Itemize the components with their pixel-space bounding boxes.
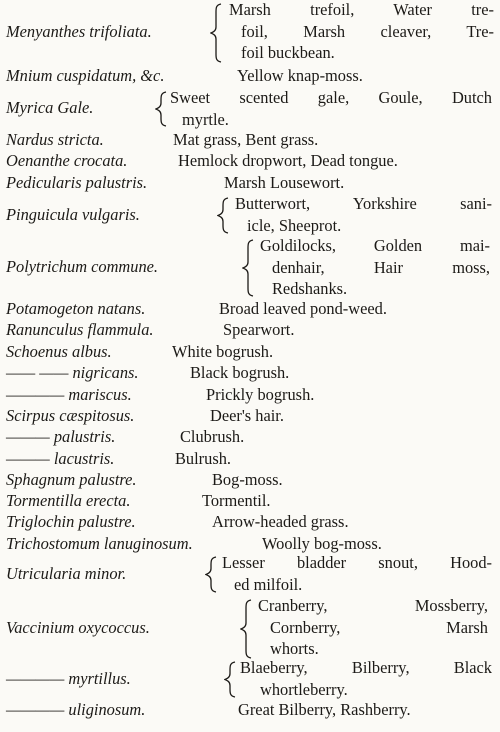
glossary-entry [0,553,500,596]
common-name-line: Cornberry, Marsh [270,617,488,637]
glossary-entry [0,406,500,428]
glossary-entry [0,299,500,321]
latin-name: Scirpus cæspitosus. [6,406,135,425]
glossary-entry [0,427,500,449]
common-name-line: Clubrush. [180,427,245,446]
glossary-entry [0,342,500,364]
glossary-entry [0,596,500,662]
glossary-entry [0,491,500,513]
common-name-line: Spearwort. [223,320,295,339]
common-name-line: Tormentil. [202,491,271,510]
common-name-line: Marsh trefoil, Water tre- [229,0,494,19]
latin-name: —— —— nigricans. [6,363,139,382]
common-name-line: ed milfoil. [234,574,303,594]
common-name-line: Butterwort, Yorkshire sani- [235,194,492,213]
common-name-line: icle, Sheeprot. [247,215,342,235]
common-name-line: Marsh Lousewort. [224,173,345,192]
latin-name: Potamogeton natans. [6,299,146,318]
curly-brace-icon [205,555,217,594]
latin-name: Trichostomum lanuginosum. [6,534,193,553]
common-name-line: foil, Marsh cleaver, Tre- [241,21,494,41]
glossary-entry [0,320,500,342]
common-name-line: Cranberry, Mossberry, [258,596,488,615]
glossary-entry [0,194,500,237]
common-name-line: Lesser bladder snout, Hood- [222,553,492,572]
common-name-line: White bogrush. [172,342,274,361]
latin-name: Triglochin palustre. [6,512,136,531]
curly-brace-icon [224,660,236,699]
common-name-line: Redshanks. [272,279,348,298]
common-name-line: Great Bilberry, Rashberry. [238,700,411,719]
glossary-entry [0,173,500,195]
curly-brace-icon [210,2,222,64]
common-name-line: Hemlock dropwort, Dead tongue. [178,151,398,170]
common-name-line: Black bogrush. [190,363,290,382]
latin-name: Ranunculus flammula. [6,320,154,339]
glossary-entry [0,151,500,173]
curly-brace-icon [240,598,252,660]
latin-name: Mnium cuspidatum, &c. [6,66,165,85]
latin-name: Myrica Gale. [6,98,94,117]
latin-name: ———— myrtillus. [6,668,131,688]
latin-name: ——— lacustris. [6,449,115,468]
common-name-line: Mat grass, Bent grass. [173,130,319,149]
common-name-line: Bog-moss. [212,470,283,489]
latin-name: Polytrichum commune. [6,257,159,276]
common-name-line: Blaeberry, Bilberry, Black [240,658,492,677]
curly-brace-icon [217,196,229,235]
common-name-line: myrtle. [182,109,229,129]
latin-name: Nardus stricta. [6,130,104,149]
common-name-line: Deer's hair. [210,406,284,425]
latin-name: Schoenus albus. [6,342,112,361]
glossary-entry [0,363,500,385]
glossary-entry [0,700,500,722]
latin-name: Tormentilla erecta. [6,491,131,510]
latin-name: Pinguicula vulgaris. [6,204,140,224]
latin-name: Menyanthes trifoliata. [6,22,152,41]
latin-name: ———— mariscus. [6,385,132,404]
curly-brace-icon [242,238,254,298]
glossary-entry [0,658,500,701]
common-name-line: Prickly bogrush. [206,385,315,404]
common-name-line: Bulrush. [175,449,232,468]
latin-name: Oenanthe crocata. [6,151,128,170]
common-name-line: whorts. [270,639,319,658]
glossary-entry [0,0,500,66]
latin-name: ———— uliginosum. [6,700,146,719]
glossary-entry [0,88,500,130]
latin-name: Pedicularis palustris. [6,173,148,192]
common-name-line: Broad leaved pond-weed. [219,299,387,318]
glossary-entry [0,236,500,300]
common-name-line: Goldilocks, Golden mai- [260,236,490,255]
latin-name: Sphagnum palustre. [6,470,137,489]
glossary-entry [0,512,500,534]
common-name-line: whortleberry. [260,679,348,699]
common-name-line: denhair, Hair moss, [272,257,490,277]
common-name-line: Arrow-headed grass. [212,512,349,531]
common-name-line: Woolly bog-moss. [262,534,382,553]
latin-name: Vaccinium oxycoccus. [6,618,150,637]
curly-brace-icon [155,90,167,128]
common-name-line: Sweet scented gale, Goule, Dutch [170,88,492,107]
glossary-entry [0,470,500,492]
common-name-line: foil buckbean. [241,43,335,62]
latin-name: ——— palustris. [6,427,116,446]
common-name-line: Yellow knap-moss. [237,66,363,85]
glossary-entry [0,130,500,152]
glossary-entry [0,449,500,471]
latin-name: Utricularia minor. [6,563,127,583]
glossary-entry [0,385,500,407]
glossary-entry [0,66,500,88]
